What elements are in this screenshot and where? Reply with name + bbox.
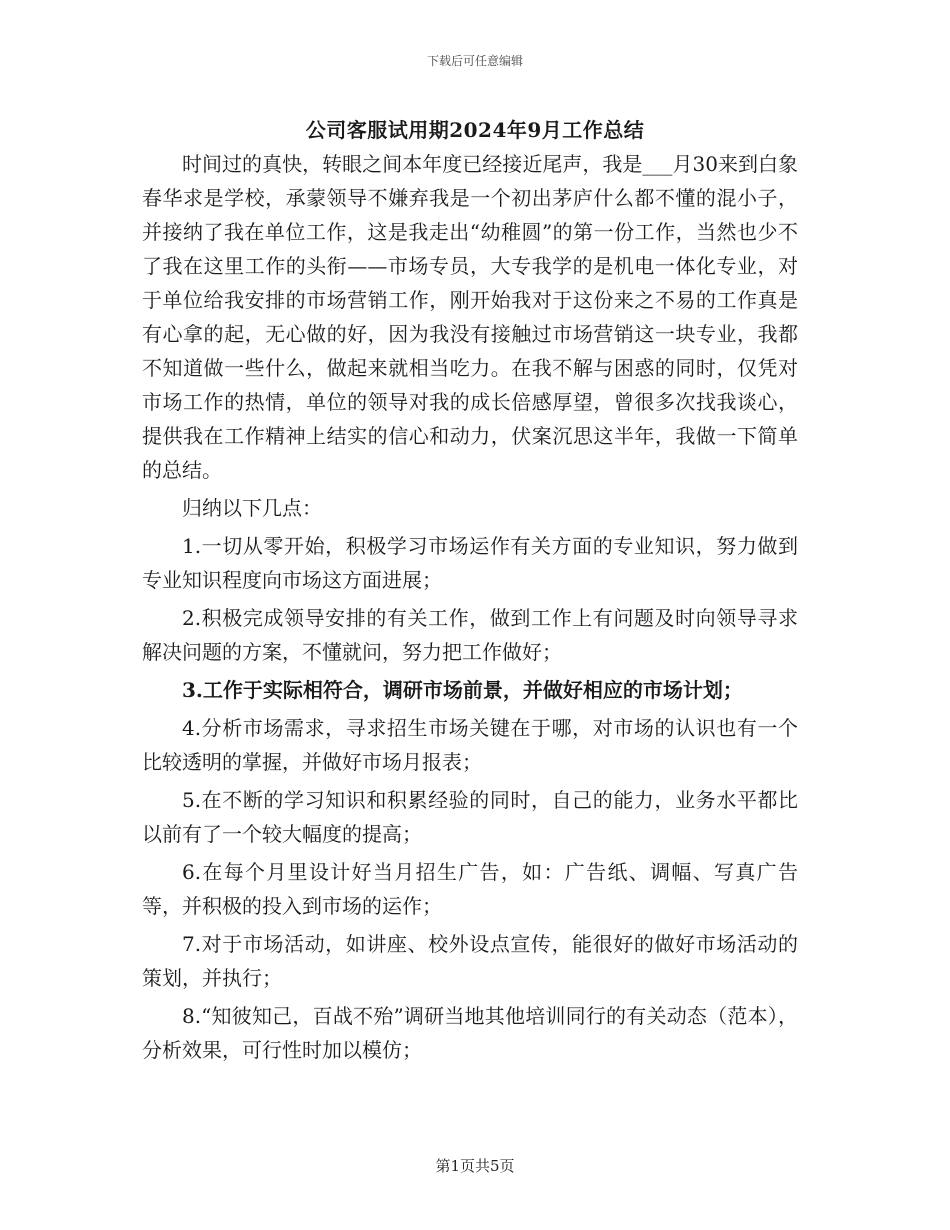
page-footer: 第1页共5页 bbox=[435, 1157, 515, 1175]
list-item: 8.“知彼知己，百战不殆”调研当地其他培训同行的有关动态（范本），分析效果，可行性时加以模仿； bbox=[142, 1004, 798, 1062]
list-item: 4.分析市场需求，寻求招生市场关键在于哪，对市场的认识也有一个比较透明的掌握，并做好市场月报表； bbox=[142, 716, 798, 774]
list-item: 5.在不断的学习知识和积累经验的同时，自己的能力，业务水平都比以前有了一个较大幅度的提高； bbox=[142, 788, 798, 846]
list-item: 1.一切从零开始，积极学习市场运作有关方面的专业知识，努力做到专业知识程度向市场这方面进展； bbox=[142, 534, 798, 592]
header-note: 下载后可任意编辑 bbox=[426, 54, 523, 68]
document-title: 公司客服试用期2024年9月工作总结 bbox=[305, 118, 645, 142]
list-item: 2.积极完成领导安排的有关工作，做到工作上有问题及时向领导寻求解决问题的方案，不懂就问，努力把工作做好； bbox=[142, 606, 798, 664]
list-item: 6.在每个月里设计好当月招生广告，如：广告纸、调幅、写真广告等，并积极的投入到市场的运作； bbox=[142, 860, 798, 918]
document-body bbox=[142, 147, 798, 1067]
list-item: 7.对于市场活动，如讲座、校外设点宣传，能很好的做好市场活动的策划，并执行； bbox=[142, 932, 798, 990]
summary-lead: 归纳以下几点： bbox=[182, 496, 322, 520]
intro-paragraph: 时间过的真快，转眼之间本年度已经接近尾声，我是___月30来到白象春华求是学校，承蒙领导不嫌弃我是一个初出茅庐什么都不懂的混小子，并接纳了我在单位工作，这是我走出“幼稚圆”的第一份工作，当然也少不了我在这里工作的头衔——市场专员，大专我学的是机电一体化专业，对于单位给我安排的市场营销工作，刚开始我对于这份来之不易的工作真是有心拿的起，无心做的好，因为我没有接触过市场营销这一块专业，我都不知道做一些什么，做起来就相当吃力。在我不解与困惑的同时，仅凭对市场工作的热情，单位的领导对我的成长倍感厚望，曾很多次找我谈心，提供我在工作精神上结实的信心和动力，伏案沉思这半年，我做一下简单的总结。 bbox=[142, 152, 798, 482]
list-item: 3.工作于实际相符合，调研市场前景，并做好相应的市场计划； bbox=[182, 678, 743, 702]
summary-list bbox=[142, 529, 798, 1067]
